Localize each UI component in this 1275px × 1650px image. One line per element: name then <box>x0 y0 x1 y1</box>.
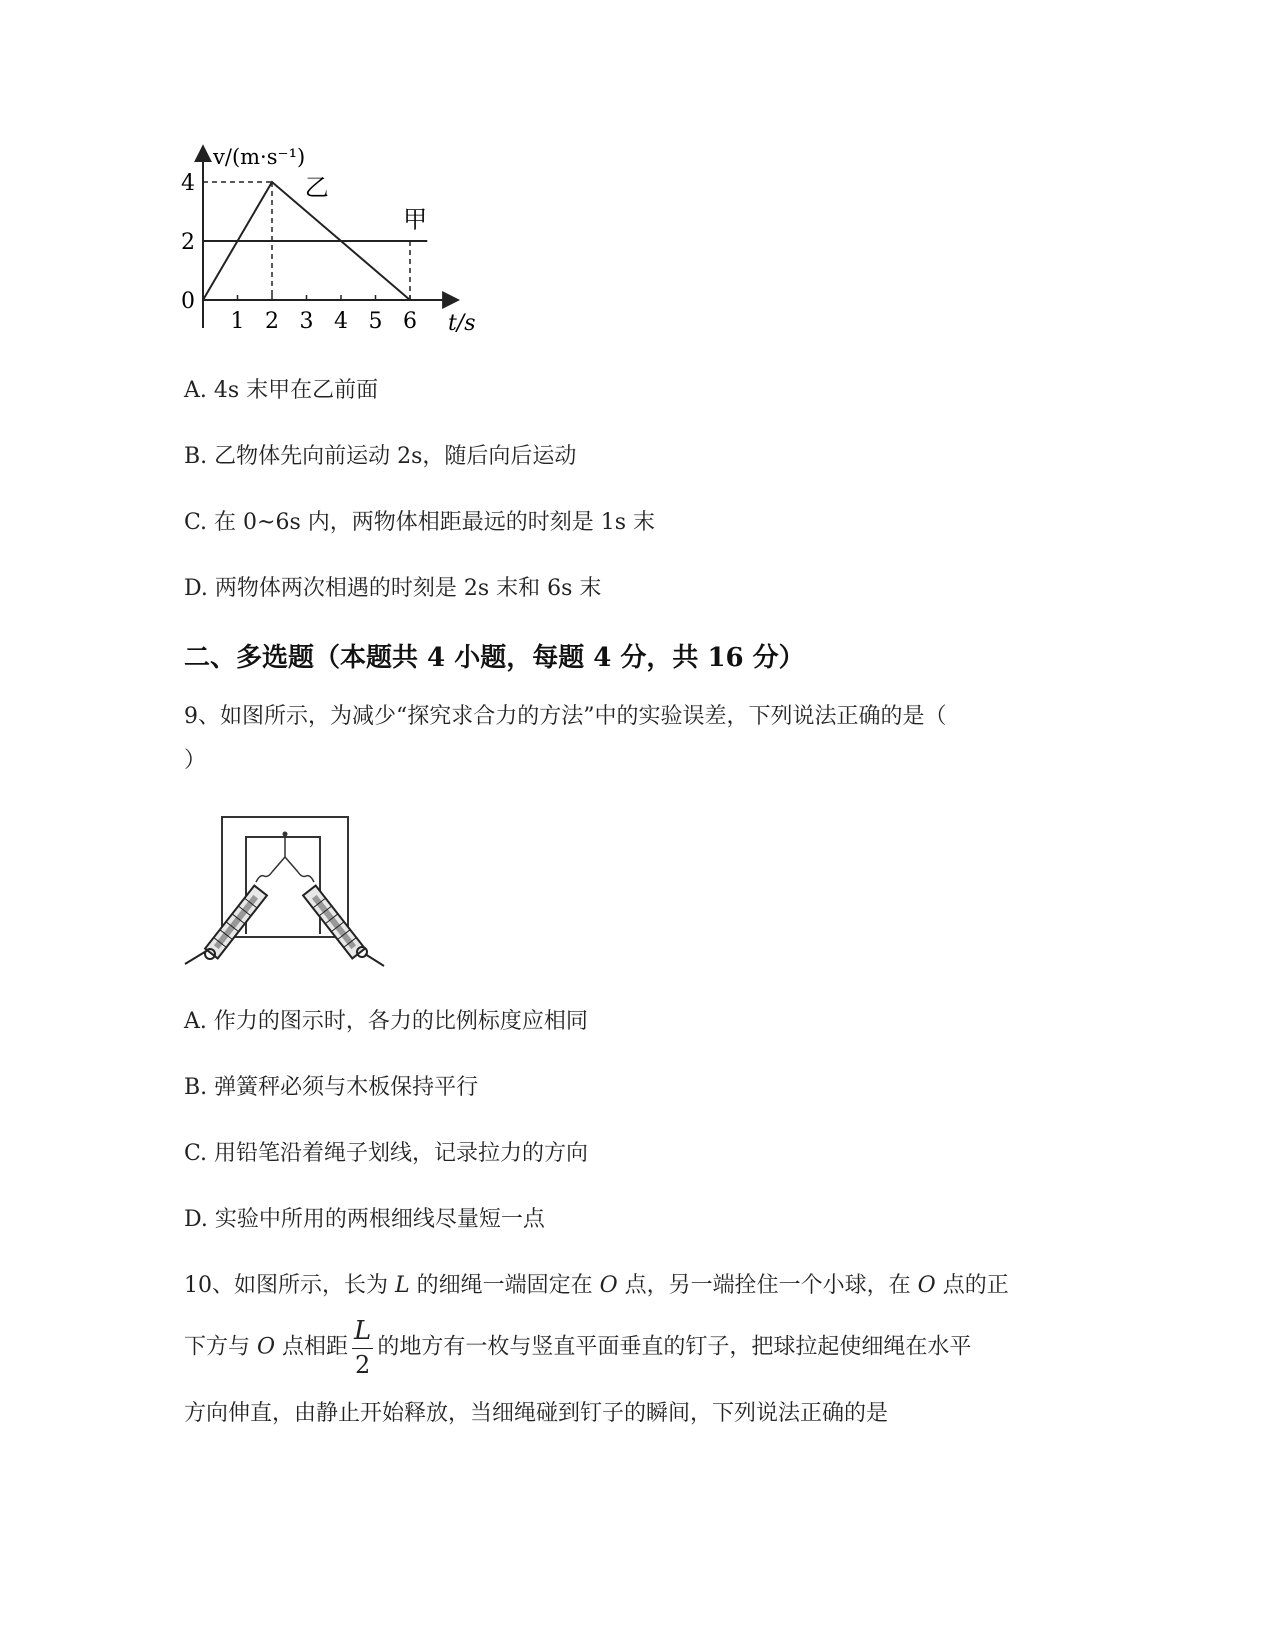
q10-symbol-o: O <box>917 1273 936 1298</box>
q9-stem-line1: 9、如图所示，为减少“探究求合力的方法”中的实验误差，下列说法正确的是（ <box>184 704 947 729</box>
q10-text: 的地方有一枚与竖直平面垂直的钉子，把球拉起使细绳在水平 <box>377 1334 972 1360</box>
q9-stem-line2: ） <box>184 748 207 773</box>
q10-text: 10、如图所示，长为 <box>184 1273 395 1298</box>
q10-text: 下方与 <box>184 1334 257 1360</box>
vt-chart <box>170 140 490 340</box>
section-heading: 二、多选题（本题共 4 小题，每题 4 分，共 16 分） <box>184 643 805 673</box>
q8-option-d: D. 两物体两次相遇的时刻是 2s 末和 6s 末 <box>184 576 602 601</box>
q8-option-a: A. 4s 末甲在乙前面 <box>184 378 379 403</box>
x-tick-label: 5 <box>368 309 383 334</box>
q10-symbol-o: O <box>257 1334 276 1360</box>
x-axis-label: t/s <box>447 311 476 336</box>
series-label-jia: 甲 <box>403 205 428 234</box>
x-tick-label: 1 <box>230 309 245 334</box>
q9-option-d: D. 实验中所用的两根细线尽量短一点 <box>184 1207 545 1232</box>
q9-option-b: B. 弹簧秤必须与木板保持平行 <box>184 1075 479 1100</box>
q10-symbol-o: O <box>599 1273 618 1298</box>
x-tick-label: 4 <box>334 309 348 334</box>
y-axis-label: v/(m·s⁻¹) <box>213 145 306 169</box>
series-label-yi: 乙 <box>304 173 329 202</box>
q10-line2 <box>184 1318 971 1377</box>
fraction-numerator: L <box>352 1318 373 1349</box>
q10-line1 <box>184 1268 1009 1299</box>
q10-text: 点，另一端拴住一个小球，在 <box>617 1273 918 1298</box>
x-tick-label: 6 <box>403 309 417 334</box>
q8-option-c: C. 在 0~6s 内，两物体相距最远的时刻是 1s 末 <box>184 510 656 535</box>
y-tick-label: 0 <box>181 289 195 314</box>
q8-option-b: B. 乙物体先向前运动 2s，随后向后运动 <box>184 444 577 469</box>
q10-text: 的细绳一端固定在 <box>409 1273 600 1298</box>
force-experiment-figure <box>180 812 390 972</box>
y-tick-label: 4 <box>181 171 195 196</box>
q10-line3: 方向伸直，由静止开始释放，当细绳碰到钉子的瞬间，下列说法正确的是 <box>184 1401 889 1426</box>
fraction-l-over-2 <box>352 1318 373 1377</box>
y-tick-label: 2 <box>181 230 195 255</box>
fraction-denominator: 2 <box>355 1351 371 1379</box>
q10-text: 点的正 <box>935 1273 1009 1298</box>
q9-option-a: A. 作力的图示时，各力的比例标度应相同 <box>184 1009 588 1034</box>
x-tick-label: 3 <box>299 309 314 334</box>
x-tick-label: 2 <box>265 309 279 334</box>
q10-symbol-l: L <box>395 1273 410 1298</box>
q10-text: 点相距 <box>275 1334 349 1360</box>
q9-option-c: C. 用铅笔沿着绳子划线，记录拉力的方向 <box>184 1141 589 1166</box>
